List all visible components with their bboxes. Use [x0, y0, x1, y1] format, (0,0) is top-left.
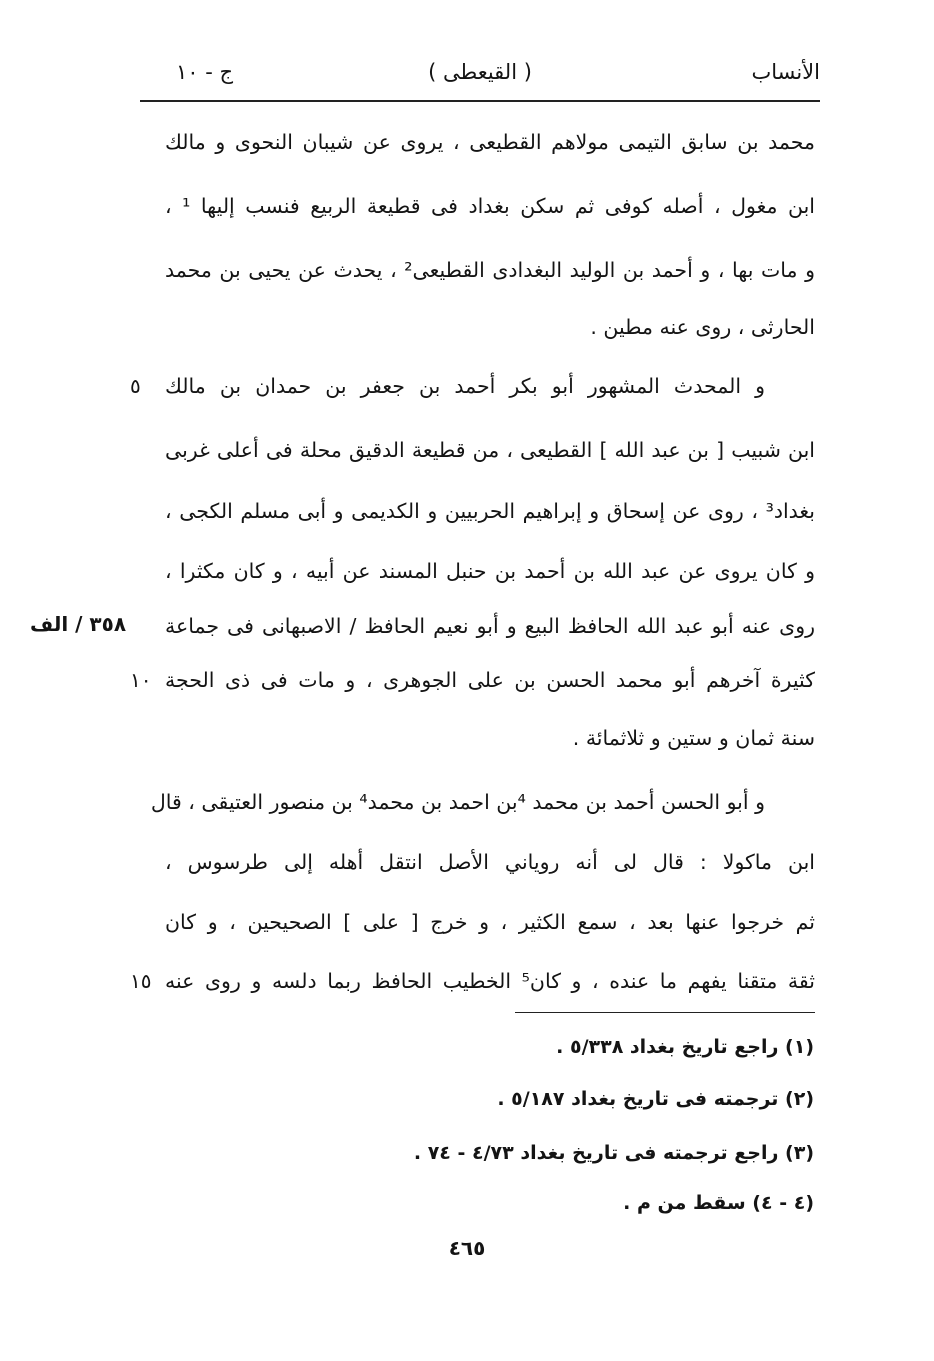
folio-marker: ٣٥٨ / الف [30, 612, 127, 636]
text-line-14: ثم خرجوا عنها بعد ، سمع الكثير ، و خرج [ على ] الصحيحين ، و كان [165, 910, 815, 934]
footnote-2: (٢) ترجمته فى تاريخ بغداد ٥/١٨٧ . [497, 1088, 814, 1110]
text-line-1: محمد بن سابق التيمى مولاهم القطيعى ، يروى عن شيبان النحوى و مالك [165, 130, 815, 154]
footnote-3: (٣) راجع ترجمته فى تاريخ بغداد ٤/٧٣ - ٧٤ . [413, 1142, 814, 1164]
page-number: ٤٦٥ [448, 1236, 486, 1260]
text-line-8: و كان يروى عن عبد الله بن أحمد بن حنبل المسند عن أبيه ، و كان مكثرا ، [165, 559, 815, 583]
line-number-5: ٥ [130, 374, 141, 398]
text-line-12: و أبو الحسن أحمد بن محمد ⁴بن احمد بن محمد⁴ بن منصور العتيقى ، قال [150, 790, 765, 814]
text-line-5: و المحدث المشهور أبو بكر أحمد بن جعفر بن حمدان بن مالك [165, 374, 765, 398]
text-line-7: بغداد³ ، روى عن إسحاق و إبراهيم الحربيين و الكديمى و أبى مسلم الكجى ، [165, 499, 815, 523]
footnote-4: (٤ - ٤) سقط من م . [623, 1192, 814, 1214]
text-line-6: ابن شبيب [ بن عبد الله ] القطيعى ، من قطيعة الدقيق محلة فى أعلى غربى [165, 438, 815, 462]
text-line-9: روى عنه أبو عبد الله الحافظ البيع و أبو نعيم الحافظ / الاصبهانى فى جماعة [165, 614, 815, 638]
text-line-3: و مات بها ، و أحمد بن الوليد البغدادى القطيعى² ، يحدث عن يحيى بن محمد [165, 258, 815, 282]
footnote-1: (١) راجع تاريخ بغداد ٥/٣٣٨ . [556, 1036, 814, 1058]
header-rule [140, 100, 820, 102]
text-line-2: ابن مغول ، أصله كوفى ثم سكن بغداد فى قطيعة الربيع فنسب إليها ¹ ، [165, 194, 815, 218]
text-line-10: كثيرة آخرهم أبو محمد الحسن بن على الجوهرى ، و مات فى ذى الحجة [165, 668, 815, 692]
line-number-10: ١٠ [130, 668, 152, 692]
text-line-11: سنة ثمان و ستين و ثلاثمائة . [572, 726, 815, 750]
text-line-4: الحارثى ، روى عنه مطين . [590, 315, 815, 339]
running-header [140, 56, 820, 92]
line-number-15: ١٥ [130, 969, 152, 993]
footnote-rule [515, 1012, 815, 1013]
header-volume: ج - ١٠ [176, 60, 234, 84]
text-line-13: ابن ماكولا : قال لى أنه روياني الأصل انتقل أهله إلى طرسوس ، [165, 850, 815, 874]
header-entry-title: ( القيعطى ) [428, 60, 532, 84]
header-book-title: الأنساب [751, 60, 820, 84]
text-line-15: ثقة متقنا يفهم ما عنده ، و كان⁵ الخطيب الحافظ ربما دلسه و روى عنه [165, 969, 815, 993]
